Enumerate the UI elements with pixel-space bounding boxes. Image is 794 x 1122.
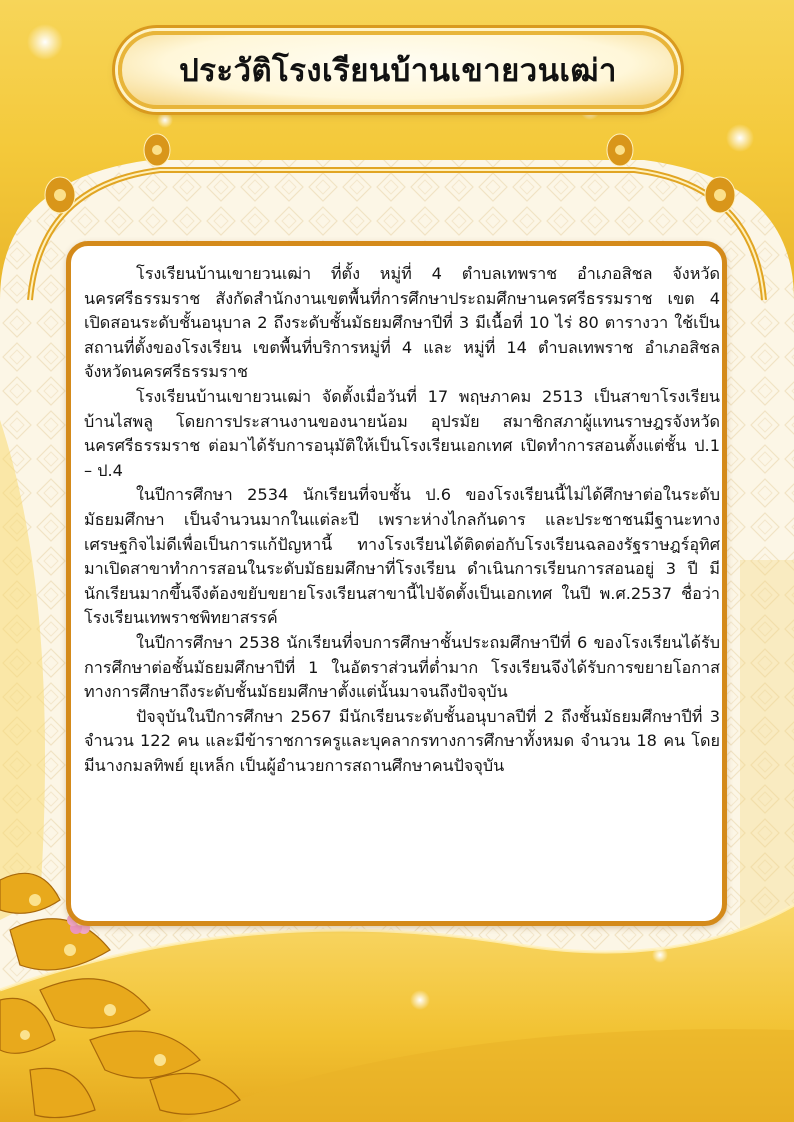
paragraph-location bbox=[84, 262, 720, 385]
history-body bbox=[84, 262, 720, 778]
paragraph-founding bbox=[84, 385, 720, 483]
paragraph-2538 bbox=[84, 631, 720, 705]
page-title: ประวัติโรงเรียนบ้านเขายวนเฒ่า bbox=[179, 53, 617, 89]
title-banner bbox=[118, 31, 678, 109]
paragraph-text: ในปีการศึกษา 2534 นักเรียนที่จบชั้น ป.6 ของโรงเรียนนี้ไม่ได้ศึกษาต่อในระดับมัธยมศึกษา เป็นจำนวนมากในแต่ละปี เพราะห่างไกลกันดาร และประชาชนมีฐานะทางเศรษฐกิจไม่ดีเพื่อเป็นการแก้ปัญหานี้ ทางโรงเรียนได้ติดต่อกับโรงเรียนฉลองรัฐราษฎร์อุทิศ มาเปิดสาขาทำการสอนในระดับมัธยมศึกษาที่โรงเรียน ดำเนินการเรียนการสอนอยู่ 3 ปี มีนักเรียนมากขึ้นจึงต้องขยับขยายโรงเรียนสาขานี้ไปจัดตั้งเป็นเอกเทศ ในปี พ.ศ.2537 ชื่อว่าโรงเรียนเทพราชพิทยาสรรค์ bbox=[84, 485, 720, 628]
paragraph-text: ในปีการศึกษา 2538 นักเรียนที่จบการศึกษาชั้นประถมศึกษาปีที่ 6 ของโรงเรียนได้รับการศึกษาต่อชั้นมัธยมศึกษาปีที่ 1 ในอัตราส่วนที่ต่ำมาก โรงเรียนจึงได้รับการขยายโอกาสทางการศึกษาถึงระดับชั้นมัธยมศึกษาตั้งแต่นั้นมาจนถึงปัจจุบัน bbox=[84, 632, 720, 702]
paragraph-text: ปัจจุบันในปีการศึกษา 2567 มีนักเรียนระดับชั้นอนุบาลปีที่ 2 ถึงชั้นมัธยมศึกษาปีที่ 3 จำนวน 122 คน และมีข้าราชการครูและบุคลากรทางการศึกษาทั้งหมด จำนวน 18 คน โดยมีนางกมลทิพย์ ยุเหล็ก เป็นผู้อำนวยการสถานศึกษาคนปัจจุบัน bbox=[84, 706, 720, 775]
paragraph-2534 bbox=[84, 483, 720, 631]
paragraph-text: โรงเรียนบ้านเขายวนเฒ่า ที่ตั้ง หมู่ที่ 4 ตำบลเทพราช อำเภอสิชล จังหวัดนครศรีธรรมราช สังกัดสำนักงานเขตพื้นที่การศึกษาประถมศึกษานครศรีธรรมราช เขต 4 เปิดสอนระดับชั้นอนุบาล 2 ถึงระดับชั้นมัธยมศึกษาปีที่ 3 มีเนื้อที่ 10 ไร่ 80 ตารางวา ใช้เป็นสถานที่ตั้งของโรงเรียน เขตพื้นที่บริการหมู่ที่ 4 และ หมู่ที่ 14 ตำบลเทพราช อำเภอสิชล จังหวัดนครศรีธรรมราช bbox=[84, 264, 720, 382]
paragraph-text: โรงเรียนบ้านเขายวนเฒ่า จัดตั้งเมื่อวันที่ 17 พฤษภาคม 2513 เป็นสาขาโรงเรียนบ้านไสพลู โดยการประสานงานของนายน้อม อุปรมัย สมาชิกสภาผู้แทนราษฎรจังหวัดนครศรีธรรมราช ต่อมาได้รับการอนุมัติให้เป็นโรงเรียนเอกเทศ เปิดทำการสอนตั้งแต่ชั้น ป.1 – ป.4 bbox=[84, 386, 720, 480]
paragraph-current bbox=[84, 705, 720, 779]
